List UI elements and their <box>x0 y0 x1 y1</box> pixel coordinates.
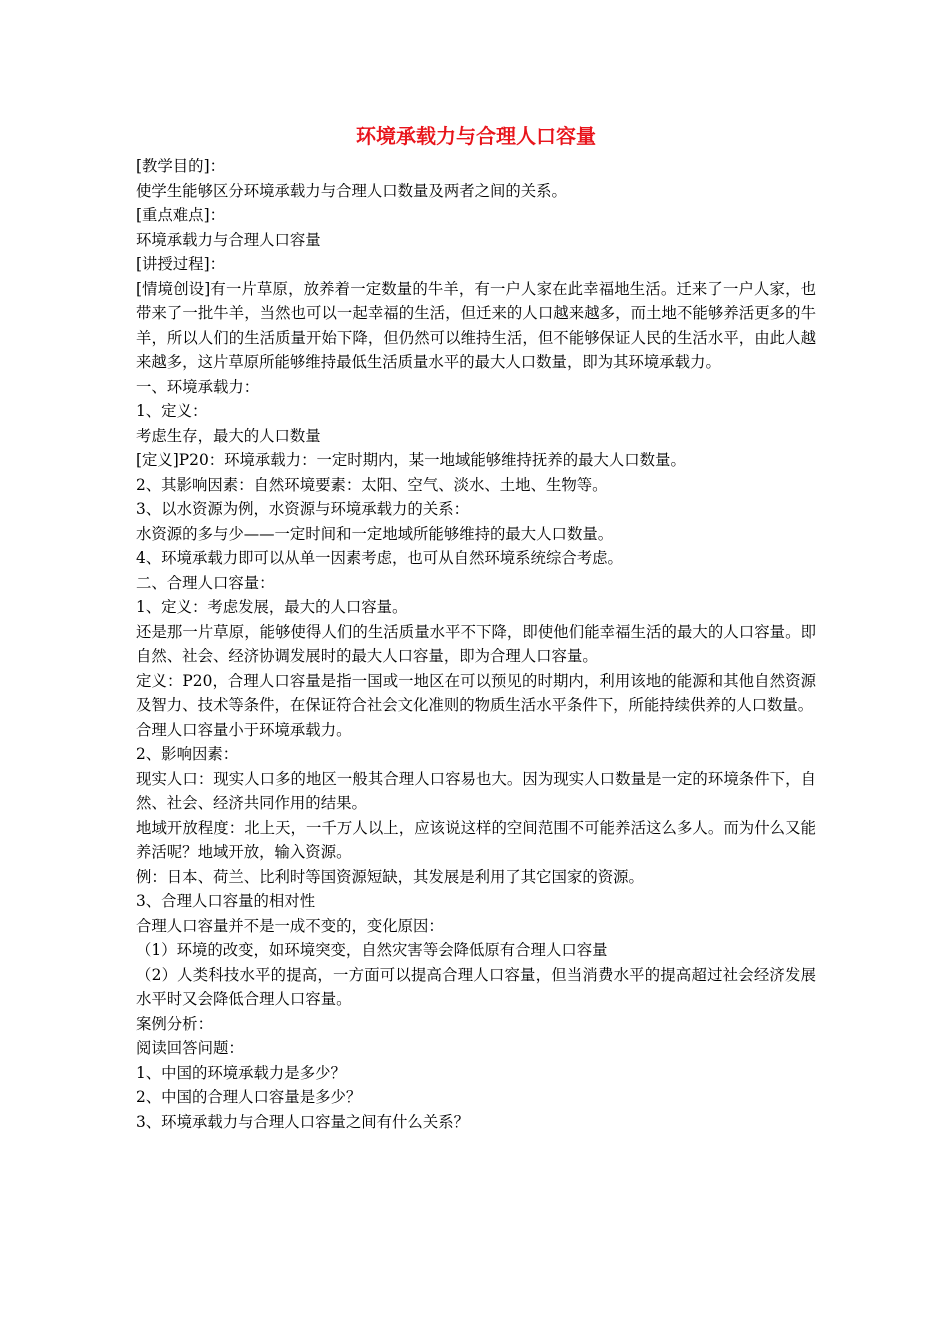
list-item: 合理人口容量并不是一成不变的，变化原因： <box>136 916 444 935</box>
paragraph-openness: 地域开放程度：北上天，一千万人以上，应该说这样的空间范围不可能养活这么多人。而为什么又能养活呢？地域开放，输入资源。 <box>136 818 816 861</box>
paragraph-technology: （2）人类科技水平的提高，一方面可以提高合理人口容量，但当消费水平的提高超过社会经济发展水平时又会降低合理人口容量。 <box>136 965 816 1008</box>
list-item: （1）环境的改变，如环境突变，自然灾害等会降低原有合理人口容量 <box>136 941 608 959</box>
section-heading-key-points: [重点难点]： <box>136 206 225 224</box>
heading-case-analysis: 案例分析： <box>136 1014 213 1033</box>
list-item: [定义]P20：环境承载力：一定时期内，某一地域能够维持抚养的最大人口数量。 <box>136 451 686 469</box>
list-item: 1、定义：考虑发展，最大的人口容量。 <box>136 598 408 616</box>
list-item: 1、定义： <box>136 402 208 420</box>
document-title: 环境承载力与合理人口容量 <box>356 124 596 148</box>
list-item: 2、影响因素： <box>136 745 239 763</box>
list-item: 3、合理人口容量的相对性 <box>136 892 316 910</box>
list-item: 例：日本、荷兰、比利时等国资源短缺，其发展是利用了其它国家的资源。 <box>136 867 644 886</box>
paragraph-current-population: 现实人口：现实人口多的地区一般其合理人口容易也大。因为现实人口数量是一定的环境条件下，自然、社会、经济共同作用的结果。 <box>136 769 816 812</box>
paragraph-grassland: 还是那一片草原，能够使得人们的生活质量水平不下降，即使他们能幸福生活的最大的人口容量。即自然、社会、经济协调发展时的最大人口容量，即为合理人口容量。 <box>136 622 816 665</box>
section-heading-objectives: [教学目的]： <box>136 157 225 175</box>
heading-carrying-capacity: 一、环境承载力： <box>136 377 260 396</box>
paragraph-scenario: [情境创设]有一片草原，放养着一定数量的牛羊，有一户人家在此幸福地生活。迁来了一户人家，也带来了一批牛羊，当然也可以一起幸福的生活，但迁来的人口越来越多，而土地不能够养活更多的牛羊，所以人们的生活质量开始下降，但仍然可以维持生活，但不能够保证人民的生活水平，由此人越来越多，这片草原所能够维持最低生活质量水平的最大人口数量，即为其环境承载力。 <box>136 279 816 371</box>
paragraph-key-points: 环境承载力与合理人口容量 <box>136 230 321 249</box>
list-item: 水资源的多与少——一定时间和一定地域所能够维持的最大人口数量。 <box>136 524 614 543</box>
question-item: 2、中国的合理人口容量是多少？ <box>136 1088 362 1106</box>
list-item: 4、环境承载力即可以从单一因素考虑，也可从自然环境系统综合考虑。 <box>136 549 623 567</box>
paragraph-objectives: 使学生能够区分环境承载力与合理人口数量及两者之间的关系。 <box>136 181 567 200</box>
list-item: 3、以水资源为例，水资源与环境承载力的关系： <box>136 500 469 518</box>
document-page <box>136 118 816 1134</box>
section-heading-process: [讲授过程]： <box>136 255 225 273</box>
list-item: 阅读回答问题： <box>136 1039 244 1057</box>
list-item: 考虑生存，最大的人口数量 <box>136 426 321 445</box>
heading-population-capacity: 二、合理人口容量： <box>136 573 275 592</box>
list-item: 合理人口容量小于环境承载力。 <box>136 720 352 739</box>
list-item: 2、其影响因素：自然环境要素：太阳、空气、淡水、土地、生物等。 <box>136 475 608 494</box>
question-item: 3、环境承载力与合理人口容量之间有什么关系？ <box>136 1112 469 1131</box>
paragraph-definition: 定义：P20，合理人口容量是指一国或一地区在可以预见的时期内，利用该地的能源和其他自然资源及智力、技术等条件，在保证符合社会文化准则的物质生活水平条件下，所能持续供养的人口数量。 <box>136 671 816 714</box>
question-item: 1、中国的环境承载力是多少？ <box>136 1063 346 1082</box>
